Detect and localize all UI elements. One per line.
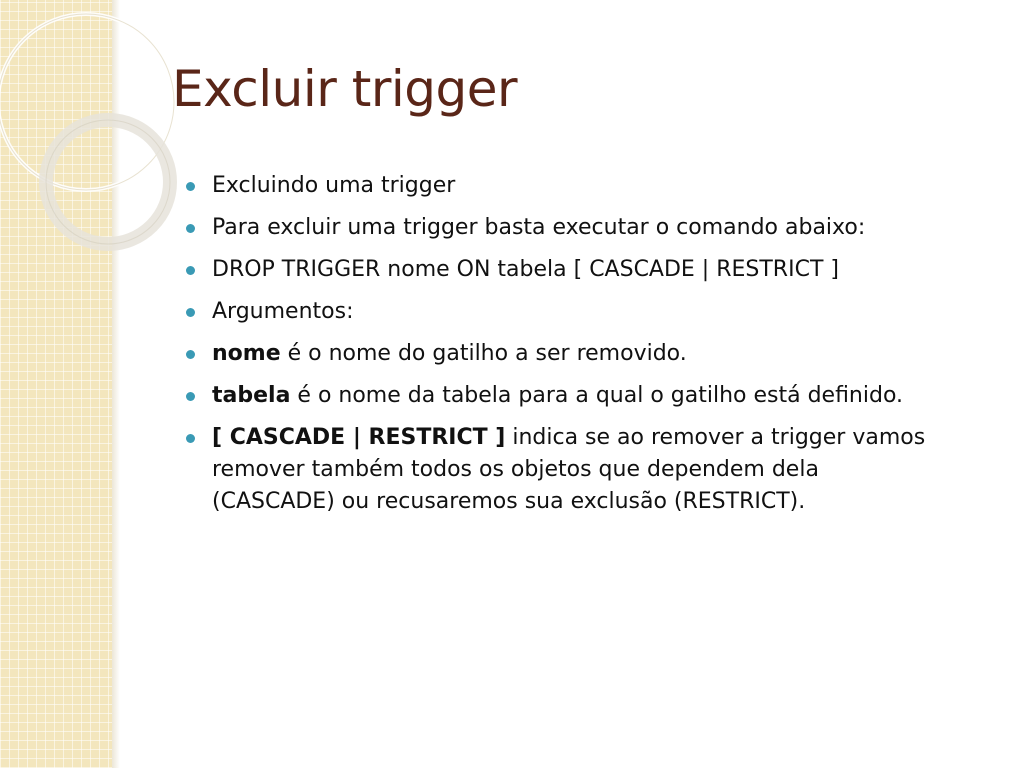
bullet-description: é o nome do gatilho a ser removido. — [280, 341, 687, 366]
bullet-term: [ CASCADE | RESTRICT ] — [212, 425, 506, 450]
bullet-icon — [186, 182, 195, 191]
bullet-item — [186, 422, 946, 518]
bullet-text: DROP TRIGGER nome ON tabela [ CASCADE | RESTRICT ] — [212, 257, 839, 282]
bullet-text — [212, 425, 925, 514]
bullet-item — [186, 212, 946, 244]
bullet-icon — [186, 224, 195, 233]
bullet-item — [186, 170, 946, 202]
bullet-text: Excluindo uma trigger — [212, 173, 456, 198]
decorative-circles — [0, 0, 200, 300]
bullet-item — [186, 296, 946, 328]
bullet-icon — [186, 434, 195, 443]
bullet-icon — [186, 266, 195, 275]
bullet-icon — [186, 350, 195, 359]
bullet-list — [186, 170, 946, 528]
slide-title: Excluir trigger — [172, 60, 518, 118]
bullet-item — [186, 380, 946, 412]
bullet-icon — [186, 392, 195, 401]
bullet-description: é o nome da tabela para a qual o gatilho está definido. — [290, 383, 904, 408]
bullet-description: indica se ao remover a trigger vamos remover também todos os objetos que dependem dela (CASCADE) ou recusaremos sua exclusão (RESTRICT). — [212, 425, 926, 514]
bullet-text — [212, 341, 687, 366]
bullet-item — [186, 338, 946, 370]
bullet-term: tabela — [212, 383, 291, 408]
bullet-item — [186, 254, 946, 286]
bullet-text: Argumentos: — [212, 299, 354, 324]
bullet-text — [212, 383, 903, 408]
bullet-icon — [186, 308, 195, 317]
bullet-term: nome — [212, 341, 281, 366]
bullet-text: Para excluir uma trigger basta executar o comando abaixo: — [212, 215, 866, 240]
